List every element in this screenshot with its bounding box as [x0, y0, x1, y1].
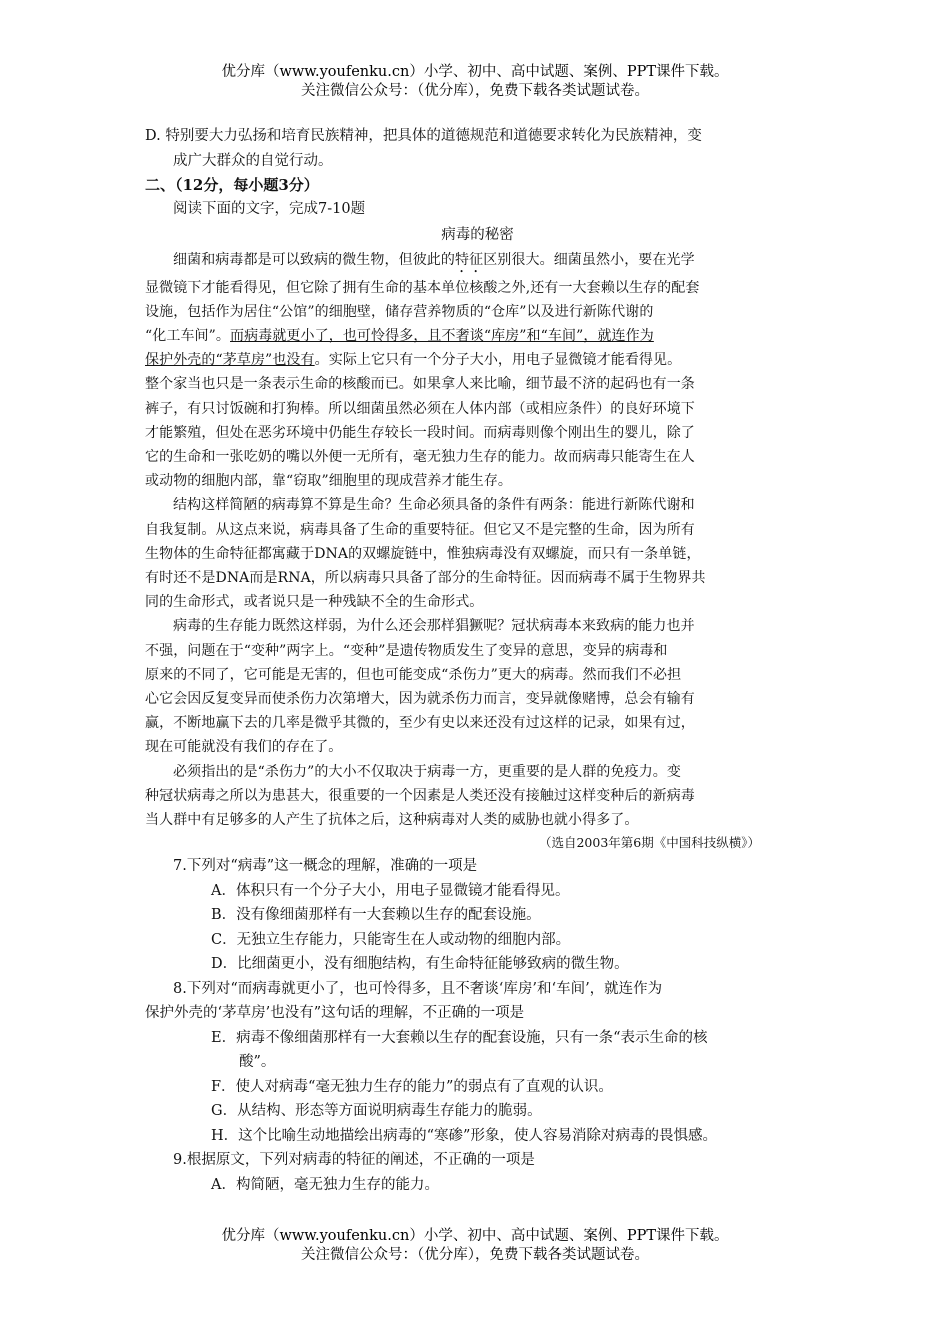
article-text: 区别很大。细菌虽然小，要在光学 [483, 251, 695, 268]
article-paragraph-1 [145, 248, 810, 494]
article-line [145, 348, 810, 372]
article-line [145, 324, 810, 348]
question-stem: 7.下列对“病毒”这一概念的理解，准确的一项是 [173, 858, 478, 875]
article-line: 现在可能就没有我们的存在了。 [145, 739, 343, 756]
question-option: 酸”。 [239, 1054, 276, 1071]
underlined-text: 而病毒就更小了，也可怜得多，且不奢谈“库房”和“车间”，就连作为 [230, 327, 654, 344]
article-line: 才能繁殖，但处在恶劣环境中仍能生存较长一段时间。而病毒则像个刚出生的婴儿，除了 [145, 424, 695, 441]
question-stem: 8.下列对“而病毒就更小了，也可怜得多，且不奢谈‘库房’和‘车间’，就连作为 [173, 980, 663, 997]
question-option: F．使人对病毒“毫无独力生存的能力”的弱点有了直观的认识。 [211, 1078, 613, 1095]
prev-option-d-line-2: 成广大群众的自觉行动。 [173, 152, 333, 169]
footer-line-2: 关注微信公众号：（优分库），免费下载各类试题试卷。 [301, 1247, 649, 1263]
article-line: 赢，不断地赢下去的几率是微乎其微的，至少有史以来还没有过这样的记录，如果有过， [145, 715, 695, 732]
article-line: 不强，问题在于“变种”两字上。“变种”是遗传物质发生了变异的意思，变异的病毒和 [145, 642, 668, 659]
question-option: C．无独立生存能力，只能寄生在人或动物的细胞内部。 [211, 931, 571, 948]
article-source: （选自2003年第6期《中国科技纵横》） [538, 835, 760, 851]
article-line: 必须指出的是“杀伤力”的大小不仅取决于病毒一方，更重要的是人群的免疫力。变 [173, 763, 682, 780]
article-line: 种冠状病毒之所以为患甚大，很重要的一个因素是人类还没有接触过这样变种后的新病毒 [145, 787, 695, 804]
article-line: 整个家当也只是一条表示生命的核酸而已。如果拿人来比喻，细节最不济的起码也有一条 [145, 376, 695, 393]
question-option: B．没有像细菌那样有一大套赖以生存的配套设施。 [211, 907, 541, 924]
article-text: 细菌和病毒都是可以致病的微生物，但彼此的 [173, 251, 455, 268]
reading-instruction: 阅读下面的文字，完成7-10题 [173, 201, 366, 217]
article-line: 有时还不是DNA而是RNA，所以病毒只具备了部分的生命特征。因而病毒不属于生物界共 [145, 569, 706, 586]
page-header [0, 63, 950, 101]
question-option: G．从结构、形态等方面说明病毒生存能力的脆弱。 [211, 1103, 542, 1120]
page-footer [0, 1227, 950, 1265]
article-line: 它的生命和一张吃奶的嘴以外便一无所有，毫无独力生存的能力。故而病毒只能寄生在人 [145, 448, 695, 465]
question-option: A．体积只有一个分子大小，用电子显微镜才能看得见。 [211, 882, 570, 899]
article-line: 同的生命形式，或者说只是一种残缺不全的生命形式。 [145, 594, 484, 611]
article-line: 心它会因反复变异而使杀伤力次第增大，因为就杀伤力而言，变异就像赌博，总会有输有 [145, 690, 695, 707]
underlined-text: 保护外壳的“茅草房”也没有 [145, 352, 315, 369]
article-line: 显微镜下才能看得见，但它除了拥有生命的基本单位核酸之外,还有一大套赖以生存的配套 [145, 279, 700, 296]
article-line: 自我复制。从这点来说，病毒具备了生命的重要特征。但它又不是完整的生命，因为所有 [145, 521, 695, 538]
question-option: H．这个比喻生动地描绘出病毒的“寒碜”形象，使人容易消除对病毒的畏惧感。 [211, 1127, 717, 1144]
question-item [145, 977, 810, 1149]
question-stem: 9.根据原文，下列对病毒的特征的阐述，不正确的一项是 [173, 1152, 535, 1169]
article-paragraph-3 [145, 614, 810, 759]
article-text: 。实际上它只有一个分子大小，用电子显微镜才能看得见。 [314, 352, 682, 369]
article-line: 当人群中有足够多的人产生了抗体之后，这种病毒对人类的威胁也就小得多了。 [145, 811, 639, 828]
article-text: “化工车间”。 [145, 327, 231, 344]
question-option: E．病毒不像细菌那样有一大套赖以生存的配套设施，只有一条“表示生命的核 [211, 1029, 708, 1046]
question-list [145, 854, 810, 1197]
header-line-1: 优分库（www.youfenku.cn）小学、初中、高中试题、案例、PPT课件下载。 [221, 64, 729, 80]
emphasized-text: 特征 [455, 251, 484, 268]
question-stem: 保护外壳的‘茅草房’也没有”这句话的理解，不正确的一项是 [145, 1005, 525, 1022]
article-title: 病毒的秘密 [441, 226, 514, 243]
article-line: 生物体的生命特征都寓藏于DNA的双螺旋链中，惟独病毒没有双螺旋，而只有一条单链， [145, 545, 701, 562]
article-line: 或动物的细胞内部，靠“窃取”细胞里的现成营养才能生存。 [145, 473, 513, 490]
question-item [145, 854, 810, 977]
article-paragraph-4 [145, 760, 810, 833]
header-line-2: 关注微信公众号：（优分库），免费下载各类试题试卷。 [301, 83, 649, 99]
article-line: 结构这样简陋的病毒算不算是生命？生命必须具备的条件有两条：能进行新陈代谢和 [173, 497, 695, 514]
article-line: 设施，包括作为居住“公馆”的细胞壁，储存营养物质的“仓库”以及进行新陈代谢的 [145, 303, 654, 320]
question-option: D．比细菌更小，没有细胞结构，有生命特征能够致病的微生物。 [211, 956, 629, 973]
article-paragraph-2 [145, 493, 810, 614]
question-option: A．构简陋，毫无独力生存的能力。 [211, 1176, 439, 1193]
prev-option-d-line-1: D. 特别要大力弘扬和培育民族精神，把具体的道德规范和道德要求转化为民族精神，变 [145, 128, 702, 144]
article-line: 病毒的生存能力既然这样弱，为什么还会那样猖獗呢？冠状病毒本来致病的能力也并 [173, 618, 695, 635]
footer-line-1: 优分库（www.youfenku.cn）小学、初中、高中试题、案例、PPT课件下载。 [221, 1228, 729, 1244]
article-line: 原来的不同了，它可能是无害的，但也可能变成“杀伤力”更大的病毒。然而我们不必担 [145, 666, 682, 683]
section-heading: 二、（12分，每小题3分） [145, 176, 319, 194]
main-content [145, 124, 810, 1197]
article-line [145, 248, 810, 276]
article-line: 裤子，有只讨饭碗和打狗棒。所以细菌虽然必须在人体内部（或相应条件）的良好环境下 [145, 400, 695, 417]
question-item [145, 1148, 810, 1197]
